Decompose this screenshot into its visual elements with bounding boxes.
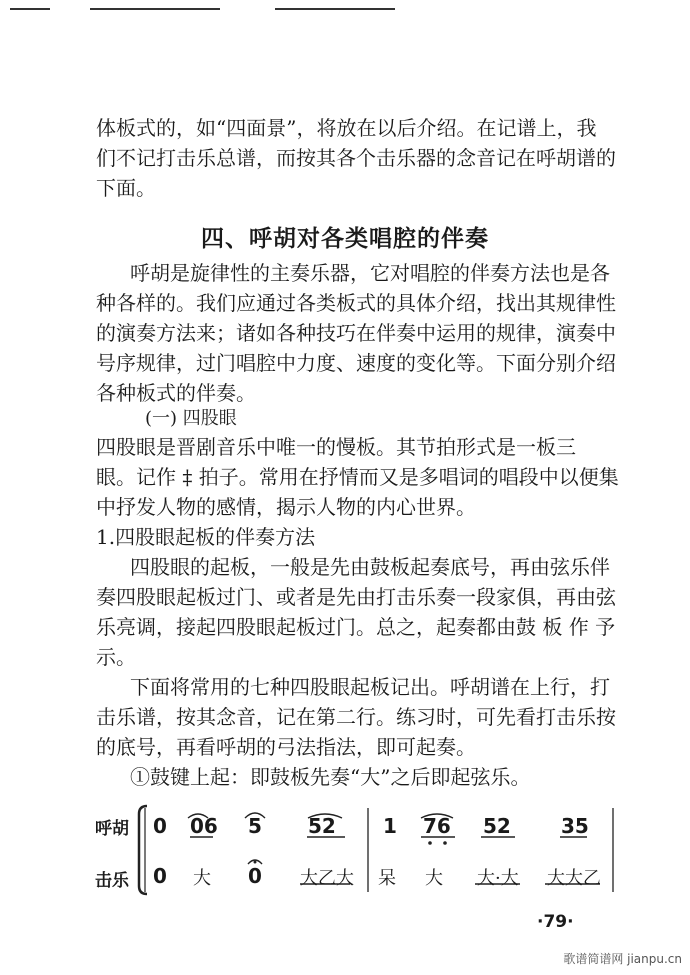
note: 0 [153, 814, 167, 838]
body-line: 体板式的，如“四面景”，将放在以后介绍。在记谱上，我 [96, 116, 597, 140]
subsection-title: (一) 四股眼 [145, 408, 237, 429]
body-line: 下面将常用的七种四股眼起板记出。呼胡谱在上行，打 [130, 675, 610, 699]
note: 76 [423, 814, 451, 838]
note: 5 [248, 814, 262, 838]
note: 0 [153, 864, 167, 888]
percussion-label: 击乐 [95, 871, 129, 891]
body-line: 眼。记作 ‡ 拍子。常用在抒情而又是多唱词的唱段中以便集 [96, 465, 619, 489]
body-line: 呼胡是旋律性的主奏乐器，它对唱腔的伴奏方法也是各 [130, 261, 610, 285]
note: 大大乙 [547, 868, 601, 889]
body-line: 中抒发人物的感情，揭示人物的内心世界。 [96, 495, 476, 519]
note: 52 [483, 814, 511, 838]
subheading: 1.四股眼起板的伴奏方法 [96, 525, 316, 549]
huhu-label: 呼胡 [95, 819, 129, 839]
note: 呆 [378, 868, 396, 889]
body-line: 四股眼是晋剧音乐中唯一的慢板。其节拍形式是一板三 [96, 435, 576, 459]
body-line: 们不记打击乐总谱，而按其各个击乐器的念音记在呼胡谱的 [96, 146, 616, 170]
note: 52 [308, 814, 336, 838]
note: 大乙大 [300, 868, 354, 889]
note: 大 [193, 868, 211, 889]
note: 大·大 [477, 868, 519, 889]
body-line: 的演奏方法来；诸如各种技巧在伴奏中运用的规律，演奏中 [96, 321, 616, 345]
body-line: 下面。 [96, 176, 156, 200]
music-score [95, 800, 635, 900]
top-rule [90, 8, 220, 10]
top-rule [275, 8, 395, 10]
body-line: 种各样的。我们应通过各类板式的具体介绍，找出其规律性 [96, 291, 616, 315]
watermark: 歌谱简谱网 jianpu.cn [563, 952, 682, 966]
top-rule [10, 8, 50, 10]
body-line: 示。 [96, 645, 136, 669]
body-line: 的底号，再看呼胡的弓法指法，即可起奏。 [96, 735, 476, 759]
body-line: ①鼓键上起：即鼓板先奏“大”之后即起弦乐。 [130, 765, 531, 789]
note: 0 [248, 864, 262, 888]
note: 35 [561, 814, 589, 838]
section-title: 四、呼胡对各类唱腔的伴奏 [201, 225, 489, 252]
note: 大 [425, 868, 443, 889]
page-number: ·79· [537, 912, 574, 932]
note: 06 [190, 814, 218, 838]
note: 1 [383, 814, 397, 838]
body-line: 四股眼的起板，一般是先由鼓板起奏底号，再由弦乐伴 [130, 555, 610, 579]
body-line: 击乐谱，按其念音，记在第二行。练习时，可先看打击乐按 [96, 705, 616, 729]
body-line: 乐亮调，接起四股眼起板过门。总之，起奏都由鼓 板 作 予 [96, 615, 616, 639]
body-line: 号序规律，过门唱腔中力度、速度的变化等。下面分别介绍 [96, 351, 616, 375]
body-line: 各种板式的伴奏。 [96, 381, 256, 405]
body-line: 奏四股眼起板过门、或者是先由打击乐奏一段家俱，再由弦 [96, 585, 616, 609]
